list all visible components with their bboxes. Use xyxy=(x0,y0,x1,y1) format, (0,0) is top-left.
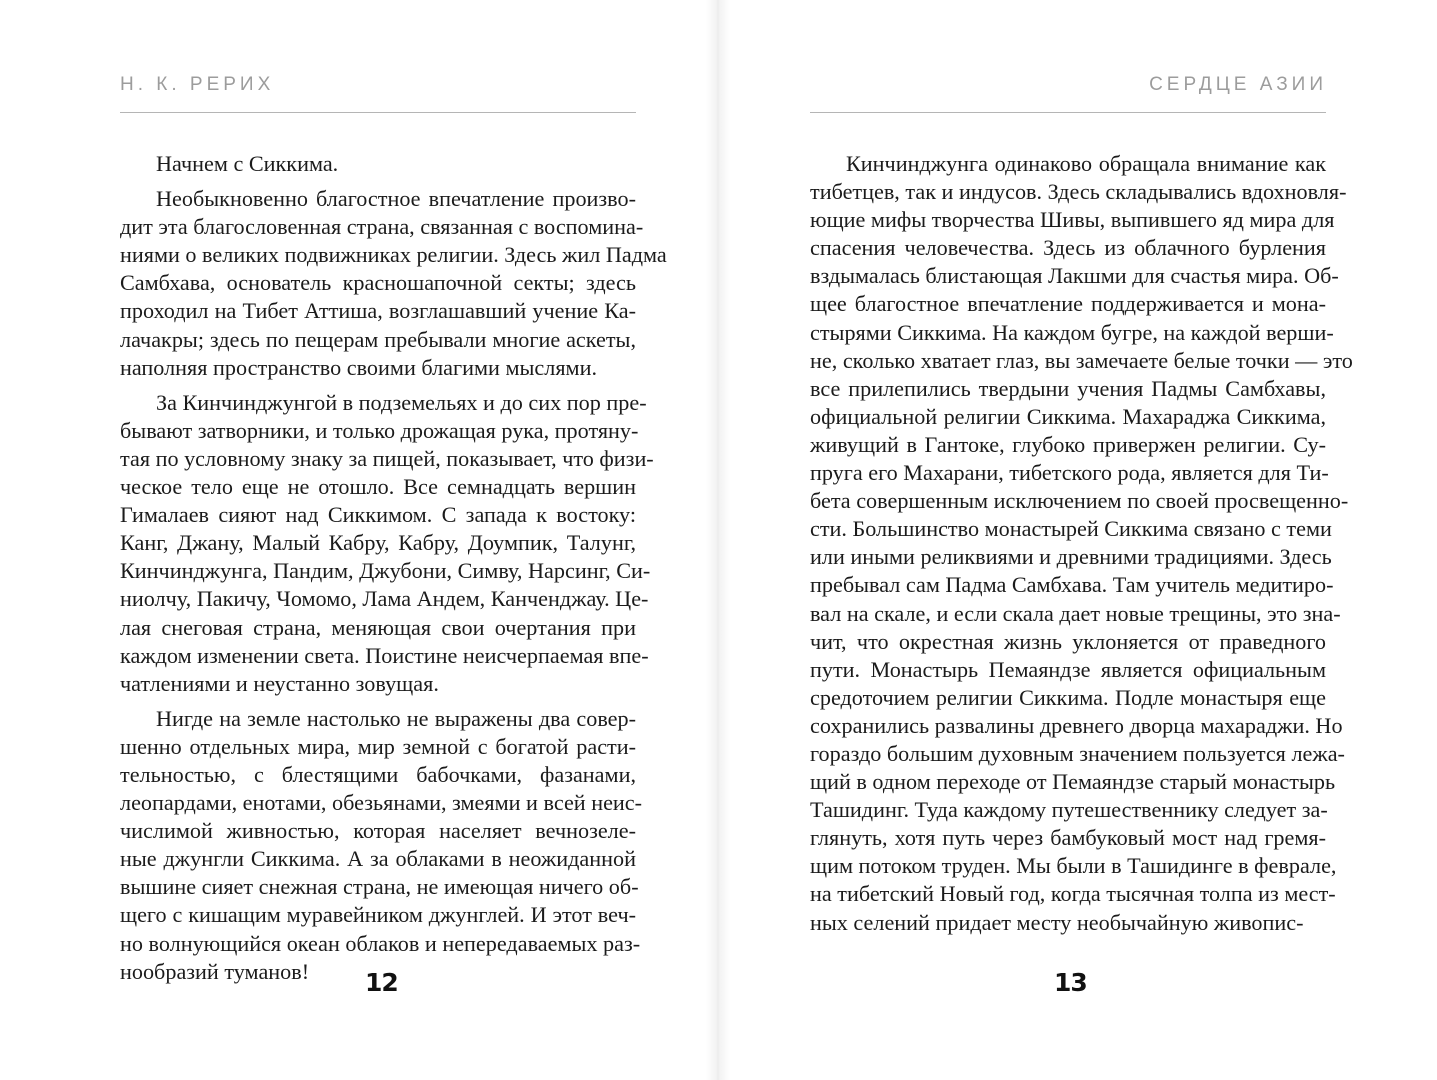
text-line: ные джунгли Сиккима. А за облаками в неожиданной xyxy=(120,846,636,872)
header-rule xyxy=(810,112,1326,113)
text-line: вал на скале, и если скала дает новые трещины, это зна- xyxy=(810,600,1341,626)
text-line: Ташидинг. Туда каждому путешественнику следует за- xyxy=(810,797,1328,823)
paragraph-gap xyxy=(120,698,636,705)
text-line: числимой живностью, которая населяет вечнозеле- xyxy=(120,818,636,844)
text-line: каждом изменении света. Поистине неисчерпаемая впе- xyxy=(120,642,649,668)
paragraph xyxy=(810,150,1353,937)
text-line: сти. Большинство монастырей Сиккима связано с теми xyxy=(810,516,1332,542)
text-line: щим потоком труден. Мы были в Ташидинге в феврале, xyxy=(810,853,1337,879)
text-line: или иными реликвиями и древними традициями. Здесь xyxy=(810,544,1332,570)
text-line: наполняя пространство своими благими мыслями. xyxy=(120,354,597,380)
text-line: ниолчу, Пакичу, Чомомо, Лама Андем, Канченджау. Це- xyxy=(120,586,649,612)
text-line: бета совершенным исключением по своей просвещенно- xyxy=(810,488,1349,514)
text-line: щего с кишащим муравейником джунглей. И этот веч- xyxy=(120,902,636,928)
text-line: пруга его Махарани, тибетского рода, является для Ти- xyxy=(810,460,1329,486)
text-line: тибетцев, так и индусов. Здесь складывались вдохновля- xyxy=(810,179,1347,205)
text-line: Необыкновенно благостное впечатление произво- xyxy=(156,186,636,212)
text-line: чит, что окрестная жизнь уклоняется от праведного xyxy=(810,628,1326,654)
text-line: Гималаев сияют над Сиккимом. С запада к востоку: xyxy=(120,502,636,528)
page-number: 12 xyxy=(365,968,398,997)
text-line: бывают затворники, и только дрожащая рука, протяну- xyxy=(120,417,639,443)
paragraph xyxy=(120,389,654,698)
text-line: За Кинчинджунгой в подземельях и до сих пор пре- xyxy=(156,389,647,415)
text-line: ческое тело еще не отошло. Все семнадцать вершин xyxy=(120,474,636,500)
running-head-author: Н. К. РЕРИХ xyxy=(120,74,275,95)
right-page xyxy=(718,0,1437,1080)
text-line: ниями о великих подвижниках религии. Здесь жил Падма xyxy=(120,242,667,268)
text-line: леопардами, енотами, обезьянами, змеями и всей неис- xyxy=(120,790,643,816)
text-line: ных селений придает месту необычайную живопис- xyxy=(810,909,1304,935)
paragraph xyxy=(120,150,636,178)
body-text xyxy=(120,150,667,986)
text-line: пути. Монастырь Пемаяндзе является официальным xyxy=(810,656,1326,682)
text-line: нообразий туманов! xyxy=(120,958,310,984)
text-line: Нигде на земле настолько не выражены два совер- xyxy=(156,705,636,731)
paragraph-gap xyxy=(120,382,636,389)
text-line: вышине сияет снежная страна, не имеющая ничего об- xyxy=(120,874,639,900)
running-head-title: СЕРДЦЕ АЗИИ xyxy=(1149,74,1327,95)
paragraph xyxy=(120,185,667,382)
text-line: лая снеговая страна, меняющая свои очертания при xyxy=(120,614,636,640)
text-line: Начнем с Сиккима. xyxy=(156,151,339,176)
text-line: спасения человечества. Здесь из облачного бурления xyxy=(810,235,1326,261)
text-line: но волнующийся океан облаков и непередаваемых раз- xyxy=(120,930,641,956)
paragraph-gap xyxy=(120,178,636,185)
text-line: стырями Сиккима. На каждом бугре, на каждой верши- xyxy=(810,319,1334,345)
text-line: глянуть, хотя путь через бамбуковый мост над гремя- xyxy=(810,825,1326,851)
text-line: Кинчинджунга, Пандим, Джубони, Симву, Нарсинг, Си- xyxy=(120,558,651,584)
text-line: Кинчинджунга одинаково обращала внимание как xyxy=(846,151,1326,176)
text-line: тельностью, с блестящими бабочками, фазанами, xyxy=(120,761,636,787)
text-line: щий в одном переходе от Пемаяндзе старый монастырь xyxy=(810,769,1336,795)
text-line: сохранились развалины древнего дворца махараджи. Но xyxy=(810,712,1343,738)
body-text xyxy=(810,150,1353,937)
page-number: 13 xyxy=(1054,968,1087,997)
text-line: чатлениями и неустанно зовущая. xyxy=(120,670,439,696)
text-line: пребывал сам Падма Самбхава. Там учитель медитиро- xyxy=(810,572,1334,598)
text-line: тая по условному знаку за пищей, показывает, что физи- xyxy=(120,445,654,471)
text-line: Канг, Джану, Малый Кабру, Кабру, Доумпик, Талунг, xyxy=(120,530,636,556)
text-line: вздымалась блистающая Лакшми для счастья мира. Об- xyxy=(810,263,1339,289)
text-line: на тибетский Новый год, когда тысячная толпа из мест- xyxy=(810,881,1336,907)
text-line: живущий в Гантоке, глубоко привержен религии. Су- xyxy=(810,431,1326,457)
text-line: шенно отдельных мира, мир земной с богатой расти- xyxy=(120,733,636,759)
text-line: официальной религии Сиккима. Махараджа Сиккима, xyxy=(810,403,1326,429)
text-line: не, сколько хватает глаз, вы замечаете белые точки — это xyxy=(810,347,1353,373)
text-line: все прилепились твердыни учения Падмы Самбхавы, xyxy=(810,375,1326,401)
header-rule xyxy=(120,112,636,113)
text-line: дит эта благословенная страна, связанная с воспомина- xyxy=(120,214,644,240)
text-line: проходил на Тибет Аттиша, возглашавший учение Ка- xyxy=(120,298,636,324)
text-line: гораздо большим духовным значением пользуется лежа- xyxy=(810,740,1345,766)
text-line: средоточием религии Сиккима. Подле монастыря еще xyxy=(810,684,1326,710)
text-line: щее благостное впечатление поддерживается и мона- xyxy=(810,291,1326,317)
text-line: Самбхава, основатель красношапочной секты; здесь xyxy=(120,270,636,296)
paragraph xyxy=(120,705,643,986)
left-page xyxy=(0,0,718,1080)
text-line: ющие мифы творчества Шивы, выпившего яд мира для xyxy=(810,207,1335,233)
text-line: лачакры; здесь по пещерам пребывали многие аскеты, xyxy=(120,326,636,352)
